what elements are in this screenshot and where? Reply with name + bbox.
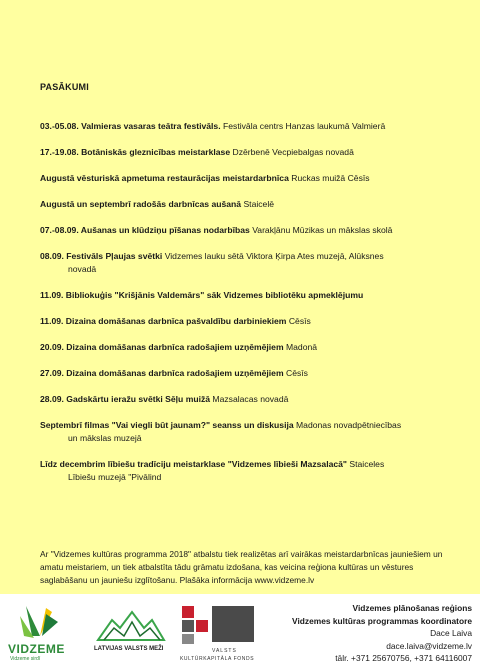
event-location: Varakļānu Mūzikas un mākslas skolā (249, 225, 393, 235)
event-location: Madonā (283, 342, 318, 352)
event-location: Ruckas muižā Cēsīs (288, 173, 370, 183)
event-location: Festivāla centrs Hanzas laukumā Valmierā (220, 121, 386, 131)
contact-name: Dace Laiva (430, 628, 472, 639)
event-location: Mazsalacas novadā (210, 394, 289, 404)
lvm-logo-text: LATVIJAS VALSTS MEŽI (94, 646, 164, 652)
event-location: Vidzemes lauku sētā Viktora Ķirpa Ates muzejā, Alūksnes (162, 251, 384, 261)
program-note: Ar "Vidzemes kultūras programma 2018" atbalstu tiek realizētas arī vairākas meistardarbnīcas jauniešiem un amatu meistariem, un tiek atbalstīta tādu grāmatu izdošana, kas veicina reģiona kultūras un vēstures saglabāšanu un jauniešu izglītošanu. Plašāka informācija www.vidzeme.lv (40, 549, 443, 585)
vidzeme-logo-text: VIDZEME (8, 642, 65, 656)
event-location: Cēsīs (283, 368, 308, 378)
vidzeme-logo (6, 602, 84, 664)
contact-block (292, 602, 472, 665)
event-location: Cēsīs (286, 316, 311, 326)
event-item (40, 341, 450, 354)
vidzeme-logo-tagline: Vidzeme sirdī (10, 656, 41, 662)
event-title: 07.-08.09. Aušanas un klūdziņu pīšanas nodarbības (40, 225, 250, 235)
event-location: Dzērbenē Vecpiebalgas novadā (230, 147, 354, 157)
event-title: Augustā un septembrī radošās darbnīcas aušanā (40, 199, 242, 209)
event-title: 11.09. Bibliokuģis "Krišjānis Valdemārs" sāk Vidzemes bibliotēku apmeklējumu (40, 290, 364, 300)
event-location: Madonas novadpētniecības (293, 420, 402, 430)
event-item (40, 120, 450, 133)
event-location: Staiceles (347, 459, 385, 469)
contact-phone: tālr. +371 25670756, +371 64116007 (335, 653, 472, 664)
event-title: 28.09. Gadskārtu ieražu svētki Sēļu muižā (40, 394, 211, 404)
event-title: Augustā vēsturiskā apmetuma restaurācijas meistardarbnīca (40, 173, 289, 183)
event-item (40, 172, 450, 185)
page-heading: PASĀKUMI (40, 82, 89, 92)
vkkf-logo-bottom: KULTŪRKAPITĀLA FONDS (180, 656, 255, 662)
event-item (40, 367, 450, 380)
lvm-logo (94, 606, 168, 662)
event-item (40, 146, 450, 159)
event-item (40, 315, 450, 328)
event-title: 20.09. Dizaina domāšanas darbnīca radošajiem uzņēmējiem (40, 342, 284, 352)
event-item (40, 458, 450, 484)
event-title: 11.09. Dizaina domāšanas darbnīca pašvaldību darbiniekiem (40, 316, 287, 326)
event-location-continued: Lībiešu muzejā "Pivālind (68, 472, 162, 482)
vkkf-logo (178, 602, 256, 666)
event-item (40, 250, 450, 276)
event-item (40, 419, 450, 445)
vkkf-logo-top: VALSTS (212, 648, 237, 654)
event-location: Staicelē (241, 199, 275, 209)
event-title: Līdz decembrim lībiešu tradīciju meistarklase "Vidzemes lībieši Mazsalacā" (40, 459, 347, 469)
contact-org: Vidzemes plānošanas reģions (352, 603, 472, 613)
contact-email[interactable]: dace.laiva@vidzeme.lv (386, 640, 472, 651)
contact-role: Vidzemes kultūras programmas koordinatore (292, 615, 472, 626)
event-title: 03.-05.08. Valmieras vasaras teātra festivāls. (40, 121, 221, 131)
event-title: 17.-19.08. Botāniskās gleznicības meistarklase (40, 147, 231, 157)
event-location-continued: novadā (68, 264, 97, 274)
event-location-continued: un mākslas muzejā (68, 433, 142, 443)
event-item (40, 224, 450, 237)
event-title: 08.09. Festivāls Pļaujas svētki (40, 251, 163, 261)
event-title: 27.09. Dizaina domāšanas darbnīca radošajiem uzņēmējiem (40, 368, 284, 378)
event-item (40, 289, 450, 302)
event-title: Septembrī filmas "Vai viegli būt jaunam?" seanss un diskusija (40, 420, 294, 430)
event-item (40, 393, 450, 406)
event-item (40, 198, 450, 211)
event-list (40, 120, 450, 497)
